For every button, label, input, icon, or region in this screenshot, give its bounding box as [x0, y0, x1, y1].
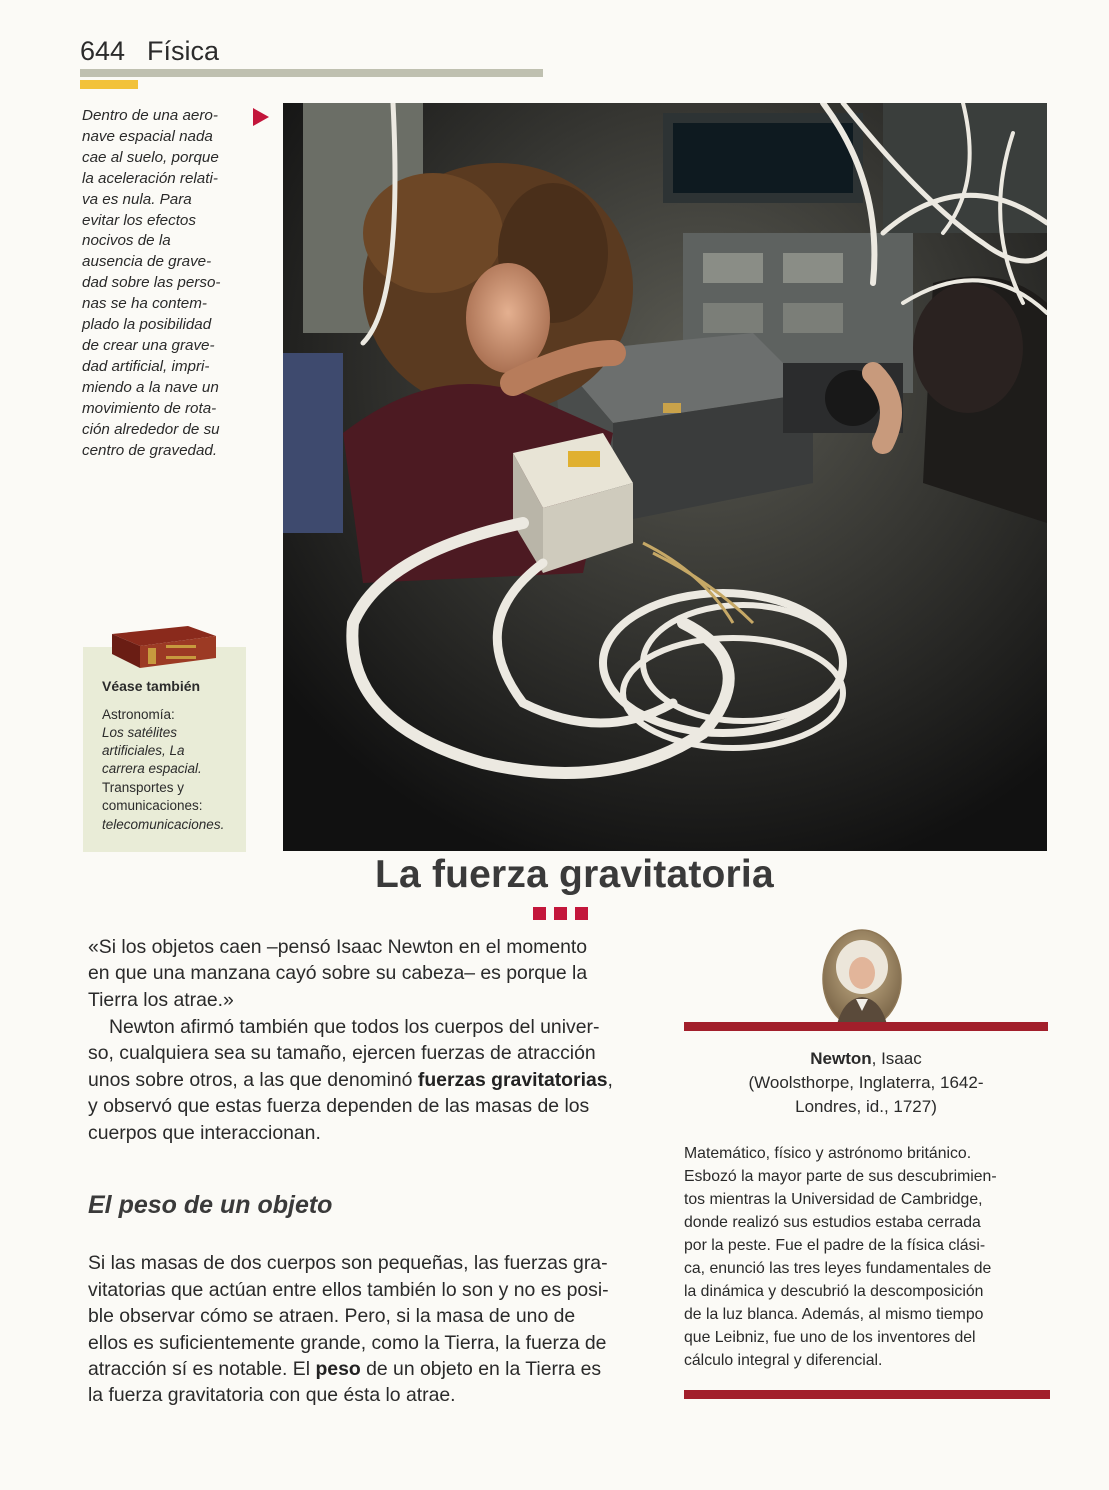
body-line: Si las masas de dos cuerpos son pequeñas, las fuerzas gra-	[88, 1252, 608, 1274]
bio-bottom-rule	[684, 1390, 1050, 1399]
see-also-line: Los satélites	[102, 725, 178, 740]
bio-line: donde realizó sus estudios estaba cerrada	[684, 1214, 981, 1231]
see-also-line: Transportes y	[102, 780, 185, 795]
running-header: Física	[147, 36, 220, 66]
body-line: so, cualquiera sea su tamaño, ejercen fuerzas de atracción	[88, 1042, 596, 1064]
body-line: vitatorias que actúan entre ellos también lo son y no es posi-	[88, 1279, 609, 1301]
body-line: atracción sí es notable. El peso de un objeto en la Tierra es	[88, 1358, 602, 1380]
title-ornament-square	[533, 907, 546, 920]
subsection-title: El peso de un objeto	[88, 1191, 333, 1219]
body-line: Tierra los atrae.»	[88, 989, 234, 1011]
photo-caption: Dentro de una aero- nave espacial nada cae al suelo, porque la aceleración relati- va es nula. Para evitar los efectos nocivos de la ausencia de grave- dad sobre las perso- nas se ha contem- plado la posibilidad de crear una grave- dad artificial, impri- miendo a la nave un movimiento de rota- ción alrededor de su centro de gravedad.	[82, 107, 221, 459]
page-number: 644	[80, 36, 126, 66]
title-ornament-square	[575, 907, 588, 920]
body-line: la fuerza gravitatoria con que ésta lo atrae.	[88, 1384, 456, 1406]
bio-line: Matemático, físico y astrónomo británico.	[684, 1145, 972, 1162]
bio-name: Newton, Isaac	[810, 1049, 922, 1068]
bio-line: cálculo integral y diferencial.	[684, 1352, 883, 1369]
bio-line: la dinámica y descubrió la descomposición	[684, 1283, 984, 1300]
body-line: cuerpos que interaccionan.	[88, 1122, 321, 1144]
body-line: ble observar cómo se atraen. Pero, si la masa de uno de	[88, 1305, 576, 1327]
bio-line: tos mientras la Universidad de Cambridge,	[684, 1191, 983, 1208]
body-line: ellos es suficientemente grande, como la Tierra, la fuerza de	[88, 1332, 607, 1354]
bold-term: fuerzas gravitatorias	[417, 1069, 608, 1091]
bio-origin: (Woolsthorpe, Inglaterra, 1642-	[748, 1073, 984, 1092]
body-line: en que una manzana cayó sobre su cabeza– es porque la	[88, 962, 588, 984]
newton-portrait	[822, 929, 902, 1034]
see-also-line: Astronomía:	[102, 707, 175, 722]
bio-line: que Leibniz, fue uno de los inventores del	[684, 1329, 976, 1346]
body-line: unos sobre otros, a las que denominó fuerzas gravitatorias,	[88, 1069, 613, 1091]
body-line: «Si los objetos caen –pensó Isaac Newton en el momento	[88, 936, 588, 958]
header-rule	[80, 69, 543, 77]
see-also-heading: Véase también	[102, 678, 201, 694]
bio-line: por la peste. Fue el padre de la física clási-	[684, 1237, 986, 1254]
body-line: Newton afirmó también que todos los cuerpos del univer-	[109, 1016, 600, 1038]
bio-line: de la luz blanca. Además, al mismo tiempo	[684, 1306, 984, 1323]
bio-line: Esbozó la mayor parte de sus descubrimien-	[684, 1168, 997, 1185]
header-accent-bar	[80, 80, 138, 89]
caption-arrow-icon	[253, 108, 269, 126]
bio-line: ca, enunció las tres leyes fundamentales de	[684, 1260, 992, 1277]
bio-origin: Londres, id., 1727)	[795, 1097, 937, 1116]
body-line: y observó que estas fuerza dependen de las masas de los	[88, 1095, 590, 1117]
see-also-line: carrera espacial.	[102, 761, 202, 776]
spacecraft-photo	[283, 103, 1047, 851]
bold-term: peso	[315, 1358, 361, 1380]
title-ornament-square	[554, 907, 567, 920]
bio-top-rule	[684, 1022, 1048, 1031]
see-also-line: telecomunicaciones.	[102, 817, 225, 832]
book-icon	[108, 624, 220, 677]
section-title: La fuerza gravitatoria	[375, 853, 774, 896]
see-also-line: comunicaciones:	[102, 798, 203, 813]
see-also-line: artificiales, La	[102, 743, 185, 758]
